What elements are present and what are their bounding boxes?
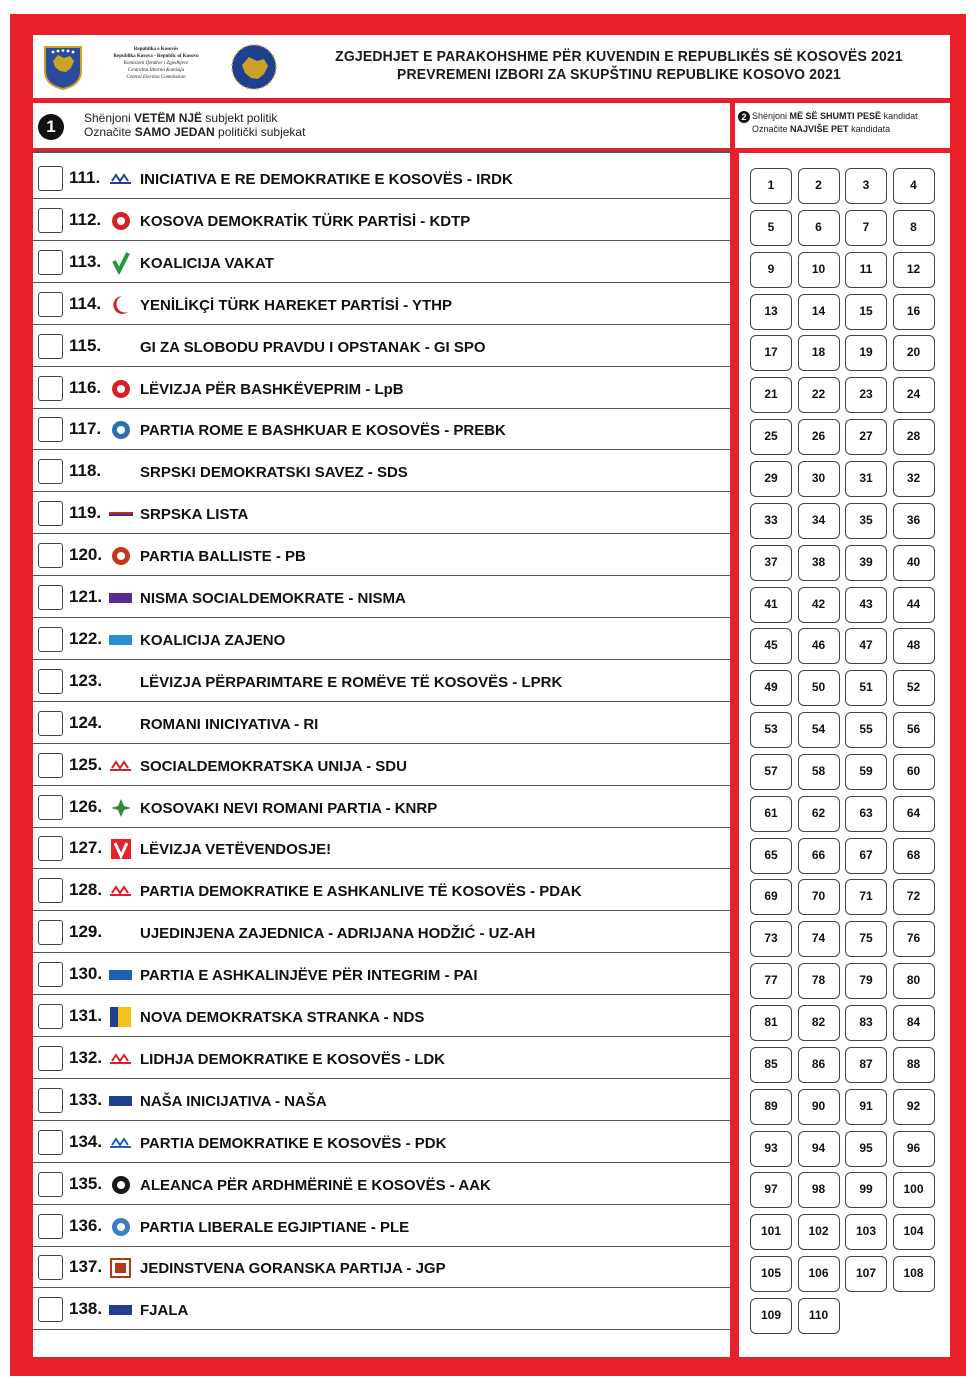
candidate-box[interactable]: 25: [750, 419, 792, 455]
candidate-box[interactable]: 17: [750, 335, 792, 371]
candidate-box[interactable]: 84: [893, 1005, 935, 1041]
candidate-instructions: [735, 103, 950, 148]
candidate-box[interactable]: 73: [750, 921, 792, 957]
party-number: 133.: [69, 1089, 103, 1109]
prebk-logo-icon: [108, 419, 133, 441]
candidate-box[interactable]: 39: [845, 545, 887, 581]
candidate-box[interactable]: 107: [845, 1256, 887, 1292]
fjala-logo-icon: [108, 1299, 133, 1321]
ldk-logo-icon: [108, 1048, 133, 1070]
candidate-grid: [739, 153, 950, 1357]
candidate-box[interactable]: 83: [845, 1005, 887, 1041]
candidate-box[interactable]: 40: [893, 545, 935, 581]
party-number: 127.: [69, 838, 103, 858]
party-logo-placeholder: [108, 671, 133, 693]
candidate-box[interactable]: 70: [798, 879, 840, 915]
party-checkbox[interactable]: [38, 459, 63, 484]
party-number: 124.: [69, 712, 103, 732]
candidate-box[interactable]: 92: [893, 1089, 935, 1125]
party-row[interactable]: [33, 327, 730, 367]
knrp-logo-icon: [108, 797, 133, 819]
party-row[interactable]: [33, 997, 730, 1037]
party-row[interactable]: [33, 1290, 730, 1330]
party-name: KOALICIJA VAKAT: [140, 254, 274, 272]
party-checkbox[interactable]: [38, 166, 63, 191]
party-number: 136.: [69, 1215, 103, 1235]
candidate-box[interactable]: 53: [750, 712, 792, 748]
party-row[interactable]: [33, 1081, 730, 1121]
candidate-box[interactable]: 13: [750, 294, 792, 330]
candidate-box[interactable]: 71: [845, 879, 887, 915]
party-number: 125.: [69, 754, 103, 774]
candidate-box[interactable]: 56: [893, 712, 935, 748]
title-serbian: PREVREMENI IZBORI ZA SKUPŠTINU REPUBLIKE KOSOVO 2021: [396, 66, 841, 83]
title-albanian: ZGJEDHJET E PARAKOHSHME PËR KUVENDIN E REPUBLIKËS SË KOSOVËS 2021: [335, 48, 903, 65]
candidate-box[interactable]: 45: [750, 628, 792, 664]
vv-logo-icon: [108, 838, 133, 860]
party-name: ALEANCA PËR ARDHMËRINË E KOSOVËS - AAK: [140, 1176, 491, 1194]
candidate-box[interactable]: 81: [750, 1005, 792, 1041]
candidate-box[interactable]: 110: [798, 1298, 840, 1334]
party-number: 120.: [69, 545, 103, 565]
candidate-box[interactable]: 28: [893, 419, 935, 455]
section-2-number: 2: [738, 111, 750, 123]
party-number: 111.: [69, 168, 101, 187]
candidate-box[interactable]: 26: [798, 419, 840, 455]
candidate-box[interactable]: 65: [750, 838, 792, 874]
candidate-box[interactable]: 50: [798, 670, 840, 706]
candidate-box[interactable]: 77: [750, 963, 792, 999]
party-name: JEDINSTVENA GORANSKA PARTIJA - JGP: [140, 1260, 446, 1278]
candidate-box[interactable]: 42: [798, 587, 840, 623]
candidate-box[interactable]: 62: [798, 796, 840, 832]
party-row[interactable]: [33, 243, 730, 283]
party-row[interactable]: [33, 494, 730, 534]
candidate-box[interactable]: 91: [845, 1089, 887, 1125]
instruction-albanian: 2 Shënjoni MË SË SHUMTI PESË kandidat: [738, 110, 918, 123]
candidate-box[interactable]: 48: [893, 628, 935, 664]
candidate-box[interactable]: 97: [750, 1172, 792, 1208]
candidate-box[interactable]: 80: [893, 963, 935, 999]
candidate-box[interactable]: 23: [845, 377, 887, 413]
party-logo-placeholder: [108, 922, 133, 944]
party-row[interactable]: [33, 788, 730, 828]
party-list: [33, 153, 730, 1357]
party-checkbox[interactable]: [38, 543, 63, 568]
candidate-box[interactable]: 37: [750, 545, 792, 581]
party-row[interactable]: [33, 1123, 730, 1163]
candidate-box[interactable]: 10: [798, 252, 840, 288]
candidate-box[interactable]: 4: [893, 168, 935, 204]
nds-logo-icon: [108, 1006, 133, 1028]
party-checkbox[interactable]: [38, 1088, 63, 1113]
candidate-box[interactable]: 63: [845, 796, 887, 832]
candidate-box[interactable]: 109: [750, 1298, 792, 1334]
candidate-box[interactable]: 102: [798, 1214, 840, 1250]
party-checkbox[interactable]: [38, 1046, 63, 1071]
commission-text: Republika e Kosovës Republika Kosova - Republic of Kosovo Komisioni Qendror i Zgjedhjeve Centralna Izborna Komisija Central Election Commission: [113, 47, 199, 80]
candidate-box[interactable]: 41: [750, 587, 792, 623]
candidate-box[interactable]: 38: [798, 545, 840, 581]
candidate-box[interactable]: 55: [845, 712, 887, 748]
party-number: 115.: [69, 335, 102, 355]
candidate-box[interactable]: 96: [893, 1131, 935, 1167]
party-name: LIDHJA DEMOKRATIKE E KOSOVËS - LDK: [140, 1050, 446, 1068]
party-instructions: [33, 103, 730, 148]
pai-logo-icon: [108, 964, 133, 986]
party-name: PARTIA BALLISTE - PB: [140, 548, 306, 566]
candidate-box[interactable]: 20: [893, 335, 935, 371]
candidate-box[interactable]: 61: [750, 796, 792, 832]
party-number: 129.: [69, 922, 103, 942]
candidate-box[interactable]: 30: [798, 461, 840, 497]
candidate-box[interactable]: 86: [798, 1047, 840, 1083]
kosovo-coat-of-arms-icon: [41, 43, 85, 91]
party-checkbox[interactable]: [38, 1297, 63, 1322]
jgp-logo-icon: [108, 1257, 133, 1279]
party-number: 118.: [69, 461, 102, 481]
party-checkbox[interactable]: [38, 292, 63, 317]
party-name: KOSOVA DEMOKRATİK TÜRK PARTİSİ - KDTP: [140, 212, 471, 230]
candidate-box[interactable]: 11: [845, 252, 887, 288]
party-checkbox[interactable]: [38, 920, 63, 945]
party-row[interactable]: [33, 620, 730, 660]
sdu-logo-icon: [108, 755, 133, 777]
candidate-box[interactable]: 105: [750, 1256, 792, 1292]
candidate-box[interactable]: 33: [750, 503, 792, 539]
party-number: 135.: [69, 1173, 103, 1193]
party-name: GI ZA SLOBODU PRAVDU I OPSTANAK - GI SPO: [140, 338, 486, 356]
party-row[interactable]: [33, 578, 730, 618]
party-logo-placeholder: [108, 336, 133, 358]
candidate-box[interactable]: 44: [893, 587, 935, 623]
party-number: 123.: [69, 670, 103, 690]
party-name: PARTIA LIBERALE EGJIPTIANE - PLE: [140, 1218, 410, 1236]
party-checkbox[interactable]: [38, 501, 63, 526]
ballot-title: [291, 48, 947, 84]
party-name: PARTIA ROME E BASHKUAR E KOSOVËS - PREBK: [140, 422, 506, 440]
irdk-logo-icon: [108, 168, 133, 190]
candidate-box[interactable]: 2: [798, 168, 840, 204]
party-checkbox[interactable]: [38, 795, 63, 820]
party-checkbox[interactable]: [38, 250, 63, 275]
candidate-box[interactable]: 46: [798, 628, 840, 664]
party-name: NISMA SOCIALDEMOKRATE - NISMA: [140, 590, 406, 607]
crescent-logo-icon: [108, 294, 133, 316]
party-logo-placeholder: [108, 461, 133, 483]
party-number: 134.: [69, 1131, 103, 1151]
kdtp-logo-icon: [108, 210, 133, 232]
candidate-box[interactable]: 49: [750, 670, 792, 706]
candidate-box[interactable]: 90: [798, 1089, 840, 1125]
party-number: 122.: [69, 628, 103, 648]
instruction-serbian: Označite SAMO JEDAN politički subjekat: [84, 125, 306, 139]
candidate-box[interactable]: 43: [845, 587, 887, 623]
party-checkbox[interactable]: [38, 585, 63, 610]
candidate-box[interactable]: 57: [750, 754, 792, 790]
party-row[interactable]: [33, 410, 730, 450]
party-checkbox[interactable]: [38, 417, 63, 442]
pb-logo-icon: [108, 545, 133, 567]
party-name: SRPSKI DEMOKRATSKI SAVEZ - SDS: [140, 464, 408, 482]
party-row[interactable]: [33, 369, 730, 409]
party-name: KOSOVAKI NEVI ROMANI PARTIA - KNRP: [140, 799, 438, 817]
candidate-box[interactable]: 87: [845, 1047, 887, 1083]
candidate-box[interactable]: 8: [893, 210, 935, 246]
party-row[interactable]: [33, 704, 730, 744]
candidate-box[interactable]: 18: [798, 335, 840, 371]
candidate-box[interactable]: 79: [845, 963, 887, 999]
party-name: NOVA DEMOKRATSKA STRANKA - NDS: [140, 1009, 425, 1026]
flag-stripe-logo-icon: [108, 503, 133, 525]
party-name: YENİLİKÇİ TÜRK HAREKET PARTİSİ - YTHP: [140, 296, 452, 314]
nasa-logo-icon: [108, 1090, 133, 1112]
party-number: 114.: [69, 293, 102, 313]
candidate-box[interactable]: 5: [750, 210, 792, 246]
party-name: LËVIZJA PËR BASHKËVEPRIM - LpB: [140, 380, 404, 398]
party-checkbox[interactable]: [38, 627, 63, 652]
candidate-box[interactable]: 88: [893, 1047, 935, 1083]
candidate-box[interactable]: 76: [893, 921, 935, 957]
candidate-box[interactable]: 9: [750, 252, 792, 288]
party-row[interactable]: [33, 955, 730, 995]
party-name: PARTIA E ASHKALINJËVE PËR INTEGRIM - PAI: [140, 967, 478, 985]
candidate-box[interactable]: 78: [798, 963, 840, 999]
candidate-box[interactable]: 16: [893, 294, 935, 330]
candidate-box[interactable]: 82: [798, 1005, 840, 1041]
candidate-box[interactable]: 15: [845, 294, 887, 330]
candidate-box[interactable]: 1: [750, 168, 792, 204]
party-name: SRPSKA LISTA: [140, 506, 249, 524]
candidate-box[interactable]: 32: [893, 461, 935, 497]
candidate-box[interactable]: 67: [845, 838, 887, 874]
party-number: 119.: [69, 503, 102, 523]
party-checkbox[interactable]: [38, 334, 63, 359]
candidate-box[interactable]: 19: [845, 335, 887, 371]
party-checkbox[interactable]: [38, 711, 63, 736]
candidate-box[interactable]: 103: [845, 1214, 887, 1250]
candidate-box[interactable]: 101: [750, 1214, 792, 1250]
checkmark-logo-icon: [108, 252, 133, 274]
party-number: 112.: [69, 209, 102, 229]
candidate-box[interactable]: 59: [845, 754, 887, 790]
candidate-box[interactable]: 93: [750, 1131, 792, 1167]
party-checkbox[interactable]: [38, 669, 63, 694]
party-checkbox[interactable]: [38, 1172, 63, 1197]
ple-logo-icon: [108, 1216, 133, 1238]
candidate-box[interactable]: 64: [893, 796, 935, 832]
candidate-box[interactable]: 68: [893, 838, 935, 874]
party-number: 113.: [69, 251, 102, 271]
candidate-box[interactable]: 72: [893, 879, 935, 915]
party-checkbox[interactable]: [38, 878, 63, 903]
candidate-box[interactable]: 36: [893, 503, 935, 539]
party-number: 116.: [69, 377, 102, 397]
party-name: FJALA: [140, 1302, 189, 1320]
party-row[interactable]: [33, 913, 730, 953]
party-name: PARTIA DEMOKRATIKE E KOSOVËS - PDK: [140, 1134, 447, 1152]
party-number: 121.: [69, 587, 103, 606]
party-checkbox[interactable]: [38, 836, 63, 861]
candidate-box[interactable]: 74: [798, 921, 840, 957]
candidate-box[interactable]: 85: [750, 1047, 792, 1083]
candidate-box[interactable]: 69: [750, 879, 792, 915]
party-row[interactable]: [33, 201, 730, 241]
candidate-box[interactable]: 47: [845, 628, 887, 664]
candidate-box[interactable]: 75: [845, 921, 887, 957]
candidate-box[interactable]: 29: [750, 461, 792, 497]
party-checkbox[interactable]: [38, 962, 63, 987]
candidate-box[interactable]: 60: [893, 754, 935, 790]
pdak-logo-icon: [108, 880, 133, 902]
party-number: 132.: [69, 1047, 103, 1067]
party-number: 126.: [69, 796, 103, 816]
party-logo-placeholder: [108, 713, 133, 735]
party-row[interactable]: [33, 1039, 730, 1079]
party-name: SOCIALDEMOKRATSKA UNIJA - SDU: [140, 757, 407, 775]
candidate-box[interactable]: 6: [798, 210, 840, 246]
candidate-box[interactable]: 89: [750, 1089, 792, 1125]
party-checkbox[interactable]: [38, 1214, 63, 1239]
party-name: PARTIA DEMOKRATIKE E ASHKANLIVE TË KOSOVËS - PDAK: [140, 883, 582, 901]
candidate-box[interactable]: 95: [845, 1131, 887, 1167]
party-name: ROMANI INICIYATIVA - RI: [140, 715, 319, 733]
candidate-box[interactable]: 54: [798, 712, 840, 748]
party-row[interactable]: [33, 662, 730, 702]
pdk-logo-icon: [108, 1132, 133, 1154]
candidate-box[interactable]: 66: [798, 838, 840, 874]
party-name: LËVIZJA VETËVENDOSJE!: [140, 841, 332, 859]
party-checkbox[interactable]: [38, 1004, 63, 1029]
candidate-box[interactable]: 3: [845, 168, 887, 204]
cec-logo-icon: [228, 43, 280, 91]
aak-logo-icon: [108, 1174, 133, 1196]
party-row[interactable]: [33, 1207, 730, 1247]
party-checkbox[interactable]: [38, 376, 63, 401]
party-name: UJEDINJENA ZAJEDNICA - ADRIJANA HODŽIĆ - UZ-AH: [140, 925, 536, 943]
candidate-box[interactable]: 24: [893, 377, 935, 413]
candidate-box[interactable]: 12: [893, 252, 935, 288]
instruction-albanian: Shënjoni VETËM NJË subjekt politik: [84, 111, 278, 125]
candidate-box[interactable]: 100: [893, 1172, 935, 1208]
ballot-header: [33, 35, 950, 98]
candidate-box[interactable]: 31: [845, 461, 887, 497]
candidate-box[interactable]: 58: [798, 754, 840, 790]
party-row[interactable]: [33, 829, 730, 869]
party-checkbox[interactable]: [38, 1255, 63, 1280]
party-number: 137.: [69, 1257, 103, 1277]
candidate-box[interactable]: 7: [845, 210, 887, 246]
candidate-box[interactable]: 98: [798, 1172, 840, 1208]
lpb-logo-icon: [108, 378, 133, 400]
party-row[interactable]: [33, 159, 730, 199]
candidate-box[interactable]: 94: [798, 1131, 840, 1167]
party-number: 131.: [69, 1006, 103, 1025]
candidate-box[interactable]: 21: [750, 377, 792, 413]
party-row[interactable]: [33, 1165, 730, 1205]
candidate-box[interactable]: 51: [845, 670, 887, 706]
candidate-box[interactable]: 14: [798, 294, 840, 330]
candidate-box[interactable]: 27: [845, 419, 887, 455]
party-number: 130.: [69, 964, 103, 984]
party-number: 128.: [69, 880, 103, 900]
party-checkbox[interactable]: [38, 753, 63, 778]
zajeno-logo-icon: [108, 629, 133, 651]
party-name: KOALICIJA ZAJENO: [140, 631, 286, 649]
party-row[interactable]: [33, 871, 730, 911]
instruction-serbian: Označite NAJVIŠE PET kandidata: [752, 124, 891, 134]
party-number: 117.: [69, 419, 102, 439]
candidate-box[interactable]: 99: [845, 1172, 887, 1208]
candidate-box[interactable]: 35: [845, 503, 887, 539]
section-1-number: 1: [38, 114, 64, 140]
party-name: INICIATIVA E RE DEMOKRATIKE E KOSOVËS - IRDK: [140, 171, 513, 188]
party-row[interactable]: [33, 285, 730, 325]
candidate-box[interactable]: 104: [893, 1214, 935, 1250]
party-number: 138.: [69, 1299, 103, 1319]
party-row[interactable]: [33, 452, 730, 492]
candidate-box[interactable]: 22: [798, 377, 840, 413]
party-name: LËVIZJA PËRPARIMTARE E ROMËVE TË KOSOVËS - LPRK: [140, 673, 563, 691]
candidate-box[interactable]: 52: [893, 670, 935, 706]
party-row[interactable]: [33, 1248, 730, 1288]
party-row[interactable]: [33, 536, 730, 576]
candidate-box[interactable]: 106: [798, 1256, 840, 1292]
candidate-box[interactable]: 34: [798, 503, 840, 539]
party-name: NAŠA INICIJATIVA - NAŠA: [140, 1092, 327, 1110]
party-checkbox[interactable]: [38, 1130, 63, 1155]
nisma-logo-icon: [108, 587, 133, 609]
party-row[interactable]: [33, 746, 730, 786]
party-checkbox[interactable]: [38, 208, 63, 233]
candidate-box[interactable]: 108: [893, 1256, 935, 1292]
